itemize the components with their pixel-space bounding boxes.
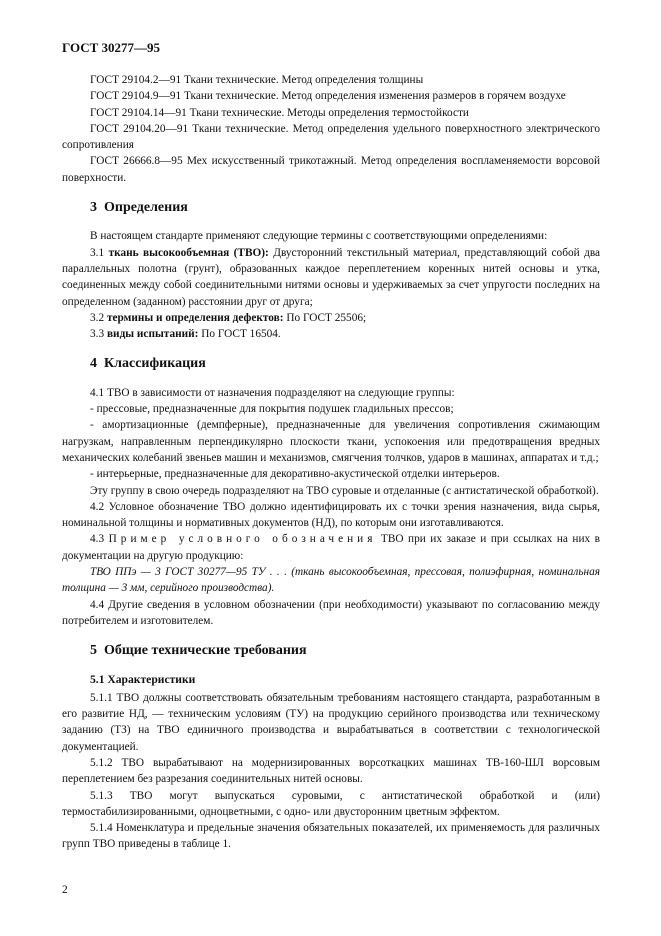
section-heading-3: [90, 200, 600, 216]
section-title: Классификация: [104, 356, 206, 372]
section-number: 4: [90, 356, 97, 372]
definition-term: ткань высокообъемная (ТВО):: [108, 246, 269, 259]
reference-item: ГОСТ 26666.8—95 Мех искусственный трикотажный. Метод определения воспламеняемости ворсовой поверхности.: [62, 155, 600, 184]
document-header: ГОСТ 30277—95: [62, 40, 161, 55]
clause-number: 3.2: [90, 311, 105, 324]
reference-item: ГОСТ 29104.2—91 Ткани технические. Метод определения толщины: [90, 74, 424, 86]
paragraph: 4.4 Другие сведения в условном обозначении (при необходимости) указывают по согласованию между потребителем и изготовителем.: [62, 598, 600, 627]
list-item: - прессовые, предназначенные для покрытия подушек гладильных прессов;: [90, 403, 454, 416]
subsection-heading: 5.1 Характеристики: [90, 672, 196, 686]
clause-number: 3.3: [90, 328, 105, 341]
definition-item: [62, 326, 600, 342]
designation-example: ТВО ППэ — 3 ГОСТ 30277—95 ТУ . . . (ткань высокообъемная, прессовая, полиэфирная, номинальная толщина — 3 мм, серийного производства).: [62, 566, 600, 595]
section-title: Определения: [104, 200, 188, 216]
reference-item: ГОСТ 29104.9—91 Ткани технические. Метод определения изменения размеров в горячем воздухе: [90, 90, 566, 103]
paragraph-text: ТВО при их заказе и при ссылках на них в документации на другую продукцию:: [62, 533, 600, 562]
document-body: [62, 72, 600, 853]
clause-number: 4.3: [90, 533, 105, 546]
list-item: - интерьерные, предназначенные для декоративно-акустической отделки интерьеров.: [90, 468, 500, 481]
definition-term: термины и определения дефектов:: [106, 311, 284, 324]
paragraph: 4.2 Условное обозначение ТВО должно идентифицировать их с точки зрения назначения, вида сырья, номинальной толщины и нормативных документов (НД), по которым они изготавливаются.: [62, 500, 600, 530]
paragraph: 5.1.1 ТВО должны соответствовать обязательным требованиям настоящего стандарта, разработанным в его развитие НД, — техническим условиям (ТУ) на продукцию серийного производства или техническому заданию (ТЗ) на ТВО единичного производства и вырабатываться в соответствии с технологической документацией.: [62, 691, 600, 753]
paragraph: 5.1.3 ТВО могут выпускаться суровыми, с антистатической обработкой и (или) термостабилизированными, одноцветными, с одно- или двусторонним цветным эффектом.: [62, 789, 600, 818]
reference-item: ГОСТ 29104.20—91 Ткани технические. Метод определения удельного поверхностного электрического сопротивления: [62, 122, 600, 152]
section-number: 5: [90, 643, 97, 659]
section-heading-4: [90, 356, 600, 372]
definition-term: виды испытаний:: [106, 328, 199, 341]
definition-item: [62, 310, 600, 326]
section-number: 3: [90, 200, 97, 216]
reference-item: ГОСТ 29104.14—91 Ткани технические. Методы определения термостойкости: [90, 106, 469, 119]
section-heading-5: [90, 643, 600, 659]
paragraph: 5.1.2 ТВО вырабатывают на модернизированных ворсоткацких машинах ТВ-160-ШЛ ворсовым переплетением без разрезания соединительных нитей основы.: [62, 756, 600, 786]
definition-text: По ГОСТ 25506;: [286, 311, 367, 324]
definition-text: По ГОСТ 16504.: [201, 328, 281, 341]
paragraph: [62, 531, 600, 564]
paragraph: В настоящем стандарте применяют следующие термины с соответствующими определениями:: [90, 230, 548, 243]
paragraph: Эту группу в свою очередь подразделяют на ТВО суровые и отделанные (с антистатической обработкой).: [90, 484, 599, 497]
clause-number: 3.1: [90, 246, 105, 259]
definition-item: [62, 245, 600, 310]
list-item: - амортизационные (демпферные), предназначенные для увеличения сопротивления сжимающим нагрузкам, направленным перпендикулярно плоскости ткани, успокоения или предотвращения вредных механических колебаний звеньев машин и механизмов, смягчения толчков, ударов в машинах, аппаратах и т.д.;: [62, 419, 600, 464]
section-title: Общие технические требования: [104, 643, 307, 659]
page-number: 2: [62, 884, 68, 896]
spaced-phrase: Пример условного обозначения: [108, 533, 377, 546]
paragraph: 4.1 ТВО в зависимости от назначения подразделяют на следующие группы:: [90, 386, 455, 399]
paragraph: 5.1.4 Номенклатура и предельные значения обязательных показателей, их применяемость для различных групп ТВО приведены в таблице 1.: [62, 822, 600, 851]
definition-text: Двусторонний текстильный материал, представляющий собой два параллельных полотна (грунт), образованных каждое переплетением коренных нитей основы и утка, соединенных между собой соединительными нитями основы и удерживаемых за счет упругости последних на определенном (заданном) расстоянии друг от друга;: [62, 246, 601, 308]
